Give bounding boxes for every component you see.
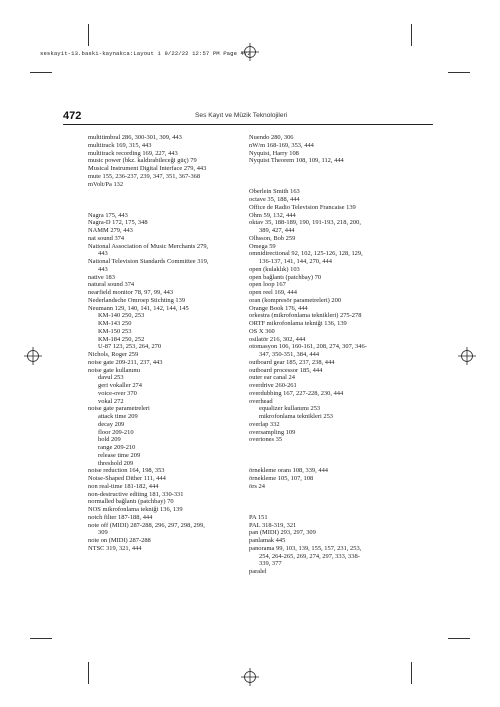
index-entry xyxy=(88,157,248,165)
index-column-left xyxy=(88,134,248,553)
index-entry xyxy=(249,343,409,359)
index-entry xyxy=(88,165,248,173)
index-entry-text: note off (MIDI) 287-288, 296, 297, 298, 299, xyxy=(88,521,205,529)
index-entry-text: noise gate parametreleri xyxy=(88,405,150,413)
index-entry xyxy=(249,212,409,220)
index-entry-text: pan (MIDI) 293, 297, 309 xyxy=(249,529,316,537)
index-entry xyxy=(88,367,248,375)
index-subentry xyxy=(249,413,409,421)
index-entry xyxy=(249,196,409,204)
index-entry-text: panorama 99, 103, 139, 155, 157, 231, 253, xyxy=(249,544,362,552)
index-entry-text: overdubbing 167, 227-228, 230, 444 xyxy=(249,389,344,397)
index-entry xyxy=(249,250,409,266)
crop-mark-top-right-h xyxy=(448,72,470,73)
index-entry-text: KM-140 250, 253 xyxy=(98,312,145,320)
index-entry xyxy=(88,305,248,313)
index-entry-text: native 183 xyxy=(88,273,115,281)
index-entry-text: oversampling 109 xyxy=(249,428,296,436)
index-entry-text: Olhsson, Bob 259 xyxy=(249,234,296,242)
index-entry xyxy=(249,219,409,235)
index-entry-text: release time 209 xyxy=(98,451,141,459)
index-entry-text: geri vokaller 274 xyxy=(98,382,142,389)
index-entry-text: KM-184 250, 252 xyxy=(98,335,145,343)
index-entry-text: octave 35, 188, 444 xyxy=(249,196,300,203)
index-entry-text: Nuendo 280, 306 xyxy=(249,134,294,141)
index-subentry xyxy=(249,405,409,413)
index-entry-text: paralel xyxy=(249,568,267,575)
index-entry xyxy=(88,243,248,259)
index-entry-text: NOS mikrofonlama tekniği 136, 139 xyxy=(88,506,183,513)
index-entry xyxy=(88,173,248,181)
index-entry-text: Nyquist, Harry 108 xyxy=(249,149,299,157)
index-spacer xyxy=(88,188,248,196)
index-spacer xyxy=(249,165,409,173)
index-entry xyxy=(249,390,409,398)
index-entry xyxy=(249,266,409,274)
index-subentry xyxy=(88,343,248,351)
index-entry-text: PA 151 xyxy=(249,513,268,521)
index-entry xyxy=(249,150,409,158)
index-entry xyxy=(88,219,248,227)
index-entry xyxy=(88,545,248,553)
index-entry xyxy=(249,142,409,150)
index-entry xyxy=(88,289,248,297)
index-entry-text: Omega 59 xyxy=(249,242,276,250)
index-entry-text: noise gate kullanımı xyxy=(88,366,141,374)
index-subentry xyxy=(88,452,248,460)
index-entry xyxy=(88,212,248,220)
index-subentry xyxy=(88,320,248,328)
index-entry-continuation: 254, 264-265, 269, 274, 297, 333, 338- xyxy=(259,552,360,560)
index-entry xyxy=(88,359,248,367)
registration-mark-left xyxy=(24,347,42,365)
index-entry xyxy=(249,483,409,491)
index-entry-text: noise gate 209-211, 237, 443 xyxy=(88,358,163,366)
index-entry-text: Nagra 175, 443 xyxy=(88,211,128,219)
index-entry-text: open bağlantı (patchbay) 70 xyxy=(249,273,322,281)
index-subentry xyxy=(88,374,248,382)
index-entry-text: overhead xyxy=(249,397,273,405)
index-entry-text: outboard gear 185, 237, 238, 444 xyxy=(249,358,335,366)
index-entry xyxy=(249,336,409,344)
index-entry-text: overlap 332 xyxy=(249,420,280,428)
crop-mark-top-left-h xyxy=(30,72,52,73)
crop-mark-bottom-right xyxy=(411,662,412,684)
index-entry xyxy=(249,382,409,390)
index-subentry xyxy=(88,336,248,344)
crop-mark-top-left xyxy=(88,24,89,46)
index-entry-text: multitrack recording 169, 227, 443 xyxy=(88,149,178,157)
index-entry xyxy=(88,514,248,522)
index-entry-text: örnekleme 105, 107, 108 xyxy=(249,475,314,482)
index-entry xyxy=(88,297,248,305)
index-entry-text: mikrofonlama teknikleri 253 xyxy=(259,413,334,420)
index-entry xyxy=(88,467,248,475)
index-entry-text: orkestra (mikrofonlama teknikleri) 275-278 xyxy=(249,312,362,320)
index-entry-text: Oberlein Smith 163 xyxy=(249,188,300,196)
index-entry xyxy=(249,204,409,212)
index-entry-text: Ohm 59, 132, 444 xyxy=(249,211,296,219)
index-entry-text: mute 155, 236-237, 239, 347, 351, 367-368 xyxy=(88,172,201,180)
index-entry-text: non-destructive editing 181, 330-331 xyxy=(88,490,184,498)
index-subentry xyxy=(88,382,248,390)
index-entry-continuation: 347, 350-351, 384, 444 xyxy=(259,351,320,358)
index-entry-text: normalled bağlantı (patchbay) 70 xyxy=(88,498,174,506)
index-entry-text: KM-143 250 xyxy=(98,320,132,327)
index-entry-text: örnekleme oranı 108, 339, 444 xyxy=(249,467,329,475)
index-entry-text: hold 209 xyxy=(98,436,121,444)
index-entry-text: Nagra-D 172, 175, 348 xyxy=(88,219,148,227)
index-entry-text: overdrive 260-261 xyxy=(249,382,297,389)
index-subentry xyxy=(88,444,248,452)
index-entry-text: Office de Radio Television Francaise 139 xyxy=(249,203,356,211)
index-entry xyxy=(88,227,248,235)
index-subentry xyxy=(88,413,248,421)
index-entry-text: natural sound 374 xyxy=(88,281,135,289)
index-entry-text: noise reduction 164, 198, 353 xyxy=(88,467,165,475)
index-entry xyxy=(249,274,409,282)
index-entry-continuation: 443 xyxy=(98,250,108,258)
index-spacer xyxy=(88,196,248,204)
index-entry xyxy=(249,320,409,328)
index-entry xyxy=(88,498,248,506)
index-entry-text: National Association of Music Merchants 279, xyxy=(88,242,209,250)
index-entry-text: multitrack 169, 315, 443 xyxy=(88,141,152,149)
index-entry-text: oktav 35, 188-189, 190, 191-193, 218, 200, xyxy=(249,219,361,227)
index-entry-text: open (kulaklık) 103 xyxy=(249,265,300,273)
index-entry-text: decay 209 xyxy=(98,420,125,428)
index-entry xyxy=(249,367,409,375)
index-entry-text: örs 24 xyxy=(249,482,265,490)
index-entry-text: Nichols, Roger 259 xyxy=(88,351,139,358)
index-entry-text: NAMM 279, 443 xyxy=(88,227,133,234)
index-entry-continuation: 443 xyxy=(98,265,108,273)
index-entry-text: Noise-Shaped Dither 111, 444 xyxy=(88,475,166,482)
index-entry xyxy=(249,281,409,289)
index-spacer xyxy=(249,452,409,460)
index-entry xyxy=(88,142,248,150)
index-entry-text: panlamak 445 xyxy=(249,537,286,544)
index-subentry xyxy=(88,390,248,398)
index-entry-text: vokal 272 xyxy=(98,397,124,405)
index-entry-text: oran (kompresör parametreleri) 200 xyxy=(249,296,342,304)
print-slug-line: seskayit-13.baski-kaynakca:Layout 1 9/22/22 12:57 PM Page 472 xyxy=(40,50,251,57)
index-entry-text: Orange Book 176, 444 xyxy=(249,304,308,312)
index-entry-text: open reel 169, 444 xyxy=(249,289,297,296)
registration-mark-bottom xyxy=(241,668,259,686)
index-entry xyxy=(88,235,248,243)
index-entry xyxy=(88,522,248,538)
index-entry xyxy=(249,328,409,336)
index-subentry xyxy=(88,429,248,437)
index-entry xyxy=(249,436,409,444)
header-rule xyxy=(63,124,433,125)
index-entry-continuation: 136-137, 141, 144, 270, 444 xyxy=(259,258,332,265)
index-entry xyxy=(88,475,248,483)
index-entry-text: ORTF mikrofonlama tekniği 136, 139 xyxy=(249,320,347,327)
index-entry xyxy=(88,491,248,499)
index-entry-text: U-87 123, 253, 264, 270 xyxy=(98,343,162,351)
index-entry-text: note on (MIDI) 287-288 xyxy=(88,537,151,544)
index-entry-text: nat sound 374 xyxy=(88,234,125,242)
index-entry-text: overtones 35 xyxy=(249,436,283,444)
index-entry-text: notch filter 187-188, 444 xyxy=(88,513,153,521)
index-entry xyxy=(249,297,409,305)
index-entry xyxy=(88,405,248,413)
index-spacer xyxy=(249,173,409,181)
index-entry-continuation: 339, 377 xyxy=(259,560,282,568)
index-entry xyxy=(249,537,409,545)
index-entry xyxy=(88,134,248,142)
index-entry xyxy=(249,421,409,429)
index-entry xyxy=(249,529,409,537)
registration-mark-right xyxy=(458,347,476,365)
index-entry xyxy=(88,351,248,359)
index-entry-text: multitimbral 286, 300-301, 309, 443 xyxy=(88,134,182,141)
index-entry xyxy=(249,398,409,406)
index-entry xyxy=(88,181,248,189)
index-entry-text: osilatör 216, 302, 444 xyxy=(249,335,306,343)
index-entry-text: NTSC 319, 321, 444 xyxy=(88,544,142,552)
index-entry xyxy=(249,157,409,165)
index-entry xyxy=(249,312,409,320)
crop-mark-top-right xyxy=(411,24,412,46)
index-entry-text: range 209-210 xyxy=(98,444,136,451)
index-entry-text: open loop 167 xyxy=(249,281,286,289)
index-entry xyxy=(88,274,248,282)
index-spacer xyxy=(249,444,409,452)
index-entry xyxy=(88,258,248,274)
crop-mark-bottom-left-h xyxy=(30,638,52,639)
index-entry xyxy=(249,374,409,382)
index-spacer xyxy=(249,506,409,514)
index-spacer xyxy=(249,460,409,468)
index-entry-text: nW/m 168-169, 353, 444 xyxy=(249,141,314,149)
index-entry-text: Nederlandsche Omroep Stichting 139 xyxy=(88,296,186,304)
index-entry-text: outboard processor 185, 444 xyxy=(249,366,323,374)
index-spacer xyxy=(249,491,409,499)
index-subentry xyxy=(88,328,248,336)
crop-mark-bottom-right-h xyxy=(448,638,470,639)
crop-mark-bottom-left xyxy=(88,662,89,684)
index-entry-text: otomasyon 106, 160-161, 208, 274, 307, 346- xyxy=(249,343,367,351)
index-subentry xyxy=(88,460,248,468)
index-entry xyxy=(249,235,409,243)
index-entry-text: Neumann 129, 140, 141, 142, 144, 145 xyxy=(88,304,189,312)
index-entry xyxy=(249,568,409,576)
index-entry-text: voice-over 370 xyxy=(98,389,137,397)
index-column-right xyxy=(249,134,409,576)
index-entry xyxy=(249,545,409,568)
index-entry-text: music power (bkz. kaldırabileceği güç) 79 xyxy=(88,157,197,165)
index-entry-text: OS X 360 xyxy=(249,327,275,335)
index-entry-text: Nyquist Theorem 108, 109, 112, 444 xyxy=(249,157,344,165)
index-subentry xyxy=(88,398,248,406)
index-entry-continuation: 389, 427, 444 xyxy=(259,227,295,234)
running-title: Ses Kayıt ve Müzik Teknolojileri xyxy=(195,112,288,119)
index-entry-text: non real-time 181-182, 444 xyxy=(88,482,159,490)
index-subentry xyxy=(88,421,248,429)
index-entry xyxy=(88,150,248,158)
index-entry-text: attack time 209 xyxy=(98,413,138,420)
index-entry-text: nearfield monitor 78, 97, 99, 443 xyxy=(88,289,174,296)
index-entry-text: KM-150 253 xyxy=(98,327,132,335)
index-entry-text: mVolt/Pa 132 xyxy=(88,180,124,188)
index-entry xyxy=(249,514,409,522)
index-entry xyxy=(249,289,409,297)
index-entry-text: Musical Instrument Digital Interface 279, 443 xyxy=(88,165,207,172)
index-subentry xyxy=(88,312,248,320)
index-entry-text: omnidirectional 92, 102, 125-126, 128, 129, xyxy=(249,250,363,258)
index-entry xyxy=(88,483,248,491)
index-entry xyxy=(249,188,409,196)
index-entry-text: floor 209-210 xyxy=(98,428,134,436)
index-spacer xyxy=(88,204,248,212)
index-entry xyxy=(249,429,409,437)
index-entry xyxy=(249,134,409,142)
index-entry xyxy=(249,467,409,475)
index-entry xyxy=(249,522,409,530)
index-subentry xyxy=(88,436,248,444)
index-entry-text: threshold 209 xyxy=(98,459,134,467)
registration-mark-top xyxy=(241,43,259,61)
index-entry-continuation: 309 xyxy=(98,529,108,537)
page-number: 472 xyxy=(63,110,82,122)
index-entry xyxy=(88,537,248,545)
index-entry-text: outer ear canal 24 xyxy=(249,374,295,382)
index-entry-text: PAL 318-319, 321 xyxy=(249,521,297,529)
index-entry xyxy=(249,305,409,313)
index-spacer xyxy=(249,498,409,506)
index-entry xyxy=(249,359,409,367)
index-spacer xyxy=(249,181,409,189)
index-entry-text: davul 253 xyxy=(98,374,124,382)
index-entry xyxy=(88,281,248,289)
index-entry xyxy=(249,475,409,483)
index-entry xyxy=(88,506,248,514)
index-entry-text: equalizer kullanımı 253 xyxy=(259,405,321,413)
index-entry-text: National Television Standards Committee 319, xyxy=(88,258,209,265)
index-entry xyxy=(249,243,409,251)
